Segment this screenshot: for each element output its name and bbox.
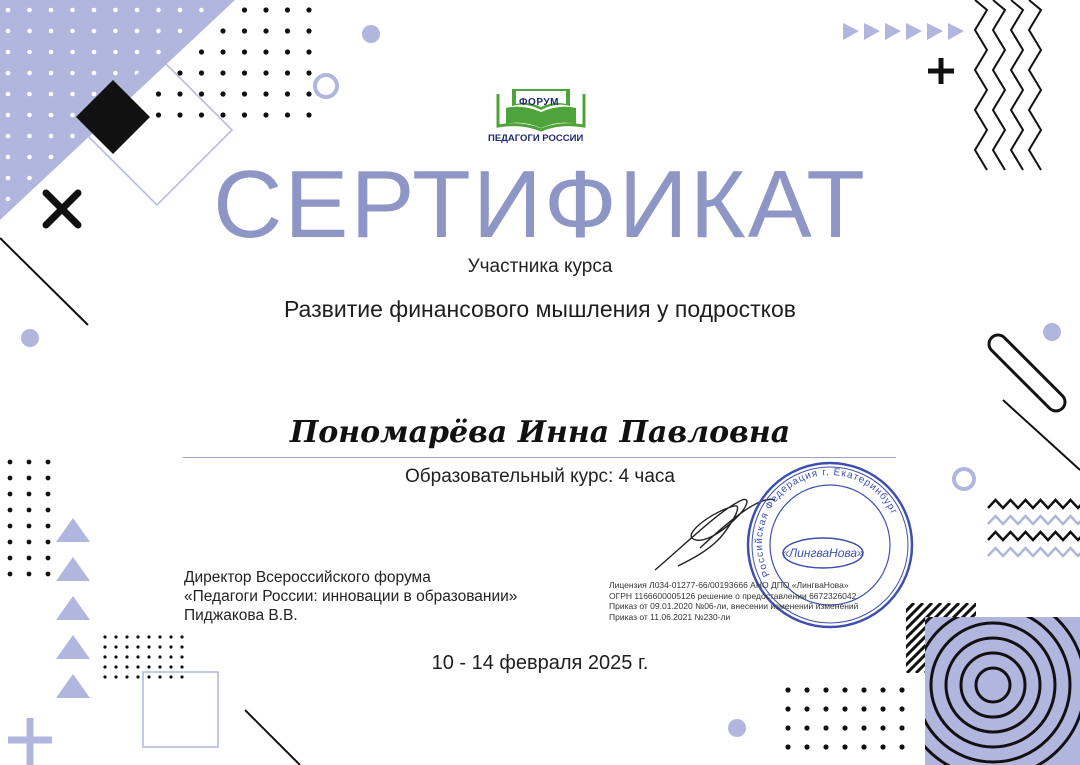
license-block [609,580,909,622]
dot [8,524,13,529]
course-dates: 10 - 14 февраля 2025 г. [431,652,649,674]
dot [147,635,150,638]
dot [285,28,290,33]
dot [27,29,32,34]
dot [861,725,866,730]
dot [306,112,311,117]
dot [242,91,247,96]
plus-icon [8,718,52,765]
dot [880,744,885,749]
dot [823,725,828,730]
dot [147,645,150,648]
dot [177,70,182,75]
dot [199,70,204,75]
dot-grid-dark [785,687,904,749]
dot [6,8,11,13]
triangle [927,23,943,40]
chevron-row [988,548,1080,556]
dot [823,744,828,749]
logo-top-text: ФОРУМ [519,97,559,108]
dot [49,134,54,139]
dot [169,645,172,648]
dot [113,71,118,76]
dot [8,540,13,545]
license-line: Приказ от 11.06.2021 №230-ли [609,611,731,622]
dot [27,508,32,513]
dot [156,112,161,117]
dot [113,29,118,34]
pill-shape [985,331,1068,414]
certificate-title: СЕРТИФИКАТ [213,151,867,258]
dot [8,460,13,465]
dot [220,49,225,54]
dot [103,645,106,648]
dot [804,687,809,692]
dot [899,706,904,711]
dot [263,49,268,54]
dot [70,8,75,13]
dot [180,635,183,638]
dot [306,91,311,96]
dot [263,70,268,75]
triangle [906,23,922,40]
dot [306,70,311,75]
dot [263,28,268,33]
dot [92,8,97,13]
dot [49,8,54,13]
logo-bottom-text: ПЕДАГОГИ РОССИИ [488,133,584,144]
dot [27,572,32,577]
dot [27,524,32,529]
dot [199,91,204,96]
dot [242,7,247,12]
dot [6,50,11,55]
dot [27,92,32,97]
signatory-block [184,568,517,625]
dot [842,706,847,711]
dot [114,645,117,648]
dot [70,92,75,97]
zigzag [1029,0,1041,170]
dot [46,540,51,545]
dot [156,91,161,96]
dot [27,134,32,139]
triangle [948,23,964,40]
dot [823,706,828,711]
dot [6,71,11,76]
triangle [56,557,90,581]
dot-circle [362,25,380,43]
dot [46,572,51,577]
name-underline [183,457,896,458]
dot [177,91,182,96]
dot [285,70,290,75]
dot [180,675,183,678]
dot [785,725,790,730]
dot [46,460,51,465]
dot [49,71,54,76]
course-name: Развитие финансового мышления у подростков [283,296,797,322]
arrow-triangles [843,23,964,40]
triangle [885,23,901,40]
dot [125,635,128,638]
triangle [56,518,90,542]
dot [804,706,809,711]
dot [27,50,32,55]
dot [220,28,225,33]
dot [49,50,54,55]
dot [785,706,790,711]
dot [861,744,866,749]
dot [92,92,97,97]
course-hours: Образовательный курс: 4 часа [405,466,675,487]
svg-text:Российская Федерация г. Екатер: Российская Федерация г. Екатеринбург [753,466,900,579]
dot [242,28,247,33]
license-line: Приказ от 09.01.2020 №06-ли, внесении изменений изменений [609,601,859,611]
certificate-subtitle: Участника курса [467,256,613,277]
dot [242,49,247,54]
dot [6,29,11,34]
dot [880,687,885,692]
dot [306,49,311,54]
dot [46,508,51,513]
dot [113,50,118,55]
dot [899,725,904,730]
dot [169,635,172,638]
dot [8,508,13,513]
dot [27,113,32,118]
dot [285,112,290,117]
dot [220,70,225,75]
dot [880,725,885,730]
dot [70,134,75,139]
dot [861,687,866,692]
recipient-name: Пономарёва Инна Павловна [289,415,791,450]
dot [263,91,268,96]
dot [842,725,847,730]
forum-logo [498,89,584,130]
dot [6,113,11,118]
dot [147,675,150,678]
dot [70,50,75,55]
chevron-row [988,500,1080,508]
dot [27,492,32,497]
dot [220,112,225,117]
dot [8,492,13,497]
dot [306,28,311,33]
dot [306,7,311,12]
dot [842,687,847,692]
dot [842,744,847,749]
dot [136,675,139,678]
dot [27,8,32,13]
dot [103,635,106,638]
outline-square [143,672,218,747]
dot [135,50,140,55]
dot [242,112,247,117]
dot [861,706,866,711]
dot [785,744,790,749]
dot [263,7,268,12]
dot [70,29,75,34]
dot [156,29,161,34]
triangle [56,674,90,698]
dot [285,49,290,54]
dot-circle [728,719,746,737]
dot [804,744,809,749]
dot [46,492,51,497]
dot [27,540,32,545]
dot [114,635,117,638]
dot [103,675,106,678]
signatory-position: Директор Всероссийского форума [184,569,431,586]
dot [285,7,290,12]
license-line: Лицензия Л034-01277-66/00193666 АНО ДПО «ЛингваНова» [609,580,849,590]
signatory-organization: «Педагоги России: инновации в образовании» [184,588,518,605]
dot [199,112,204,117]
dot [8,556,13,561]
dot [27,460,32,465]
chevron-row [988,516,1080,524]
dot [899,744,904,749]
dot [263,112,268,117]
dot [823,687,828,692]
license-line: ОГРН 1166600005126 решение о предоставлении 6672326042 [609,590,857,601]
dot [178,29,183,34]
dot [156,50,161,55]
zigzag [975,0,987,170]
dot [70,113,75,118]
dot [158,645,161,648]
dot [199,49,204,54]
dot [125,675,128,678]
dot [158,635,161,638]
dot [785,687,790,692]
dot-circle [1043,323,1061,341]
zigzag [1011,0,1023,170]
dot [136,635,139,638]
svg-text:«ЛингваНова»: «ЛингваНова» [782,546,864,560]
dot [220,91,225,96]
dot [92,50,97,55]
dot [135,8,140,13]
dot [158,675,161,678]
dot [6,92,11,97]
plus-icon [928,58,954,84]
dot [92,29,97,34]
dot [285,91,290,96]
signatory-name: Пиджакова В.В. [184,607,298,624]
dot [92,71,97,76]
chevron-pattern [988,500,1080,556]
dot [180,645,183,648]
dot [113,8,118,13]
dot [136,645,139,648]
dot [27,556,32,561]
dot [6,134,11,139]
ring-circle [315,75,337,97]
dot [178,8,183,13]
dot [46,556,51,561]
dot-circle [21,329,39,347]
dot [70,71,75,76]
dot [135,29,140,34]
zigzag-lines [975,0,1041,170]
dot [49,29,54,34]
triangle [864,23,880,40]
dot [899,687,904,692]
dot [199,8,204,13]
triangle [843,23,859,40]
dot [46,524,51,529]
dot [804,725,809,730]
dot [114,675,117,678]
triangle [56,596,90,620]
diagonal-line [245,710,300,765]
dot [49,92,54,97]
dot [27,71,32,76]
dot [8,572,13,577]
chevron-row [988,532,1080,540]
dot [880,706,885,711]
dot [169,675,172,678]
zigzag [993,0,1005,170]
dot [242,70,247,75]
dot [49,113,54,118]
dot [156,8,161,13]
dot [125,645,128,648]
dot [177,112,182,117]
